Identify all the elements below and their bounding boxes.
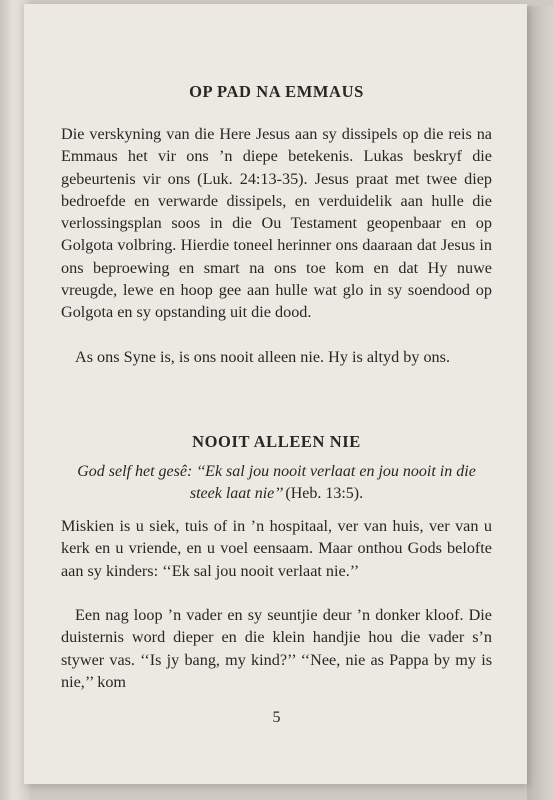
- section-heading-nooit-alleen: NOOIT ALLEEN NIE: [192, 432, 361, 451]
- paragraph-nooit-alleen-1: Miskien is u siek, tuis of in ’n hospitaal, ver van huis, ver van u kerk en u vriende, en u voel eensaam. Maar onthou Gods belofte aan sy kinders: ‘‘Ek sal jou nooit verlaat nie.’’: [61, 517, 492, 580]
- page-number: 5: [272, 709, 281, 726]
- paragraph-emmaus-1: Die verskyning van die Here Jesus aan sy dissipels op die reis na Emmaus het vir ons ’n diepe betekenis. Lukas beskryf die gebeurtenis vir ons (Luk. 24:13-35). Jesus praat met twee diep bedroefde en verwarde dissipels, en verduidelik aan hulle die verlossingsplan soos in die Ou Testament geopenbaar en op Golgota volbring. Hierdie toneel herinner ons daaraan dat Jesus in ons beproewing en smart na ons toe kom en dat Hy nuwe vreugde, lewe en hoop gee aan hulle wat glo in sy soendood op Golgota en sy opstanding uit die dood.: [61, 125, 492, 322]
- paragraph-emmaus-2: As ons Syne is, is ons nooit alleen nie. Hy is altyd by ons.: [75, 348, 450, 366]
- paragraph-nooit-alleen-2: Een nag loop ’n vader en sy seuntjie deur ’n donker kloof. Die duisternis word dieper en die klein handjie hou die vader s’n stywer vas. ‘‘Is jy bang, my kind?’’ ‘‘Nee, nie as Pappa by my is nie,’’ kom: [61, 606, 492, 691]
- page-edge: [527, 6, 553, 800]
- quote-reference: (Heb. 13:5).: [285, 485, 364, 503]
- section-heading-emmaus: OP PAD NA EMMAUS: [189, 82, 364, 101]
- bible-quote: [61, 461, 492, 506]
- quote-text: God self het gesê: ‘‘Ek sal jou nooit verlaat en jou nooit in die steek laat nie’’: [77, 463, 476, 503]
